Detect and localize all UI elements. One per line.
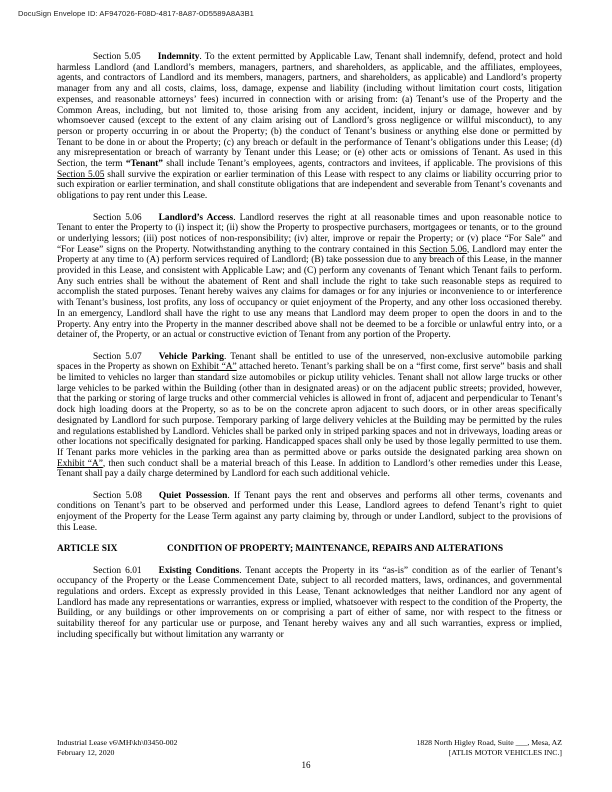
document-body [57,52,562,641]
footer-right [416,738,562,758]
text-run: . Tenant shall be entitled to use of the unreserved, non-exclusive automobile parking spaces in the Property as shown on [57,351,562,373]
text-run: Existing Conditions [158,565,240,576]
text-run: Quiet Possession [158,490,228,501]
text-run: Vehicle Parking [158,351,224,362]
article-six-heading-label: ARTICLE SIX [57,544,118,555]
footer-document-date: February 12, 2020 [57,748,115,757]
text-run: Exhibit “A” [57,458,103,469]
text-run: Section 5.07 [93,351,142,362]
text-run: Section 5.05 [57,169,105,180]
docusign-envelope-id: DocuSign Envelope ID: AF947026-F08D-4817-8A87-0D5589A8A3B1 [18,9,254,18]
section-5-05-paragraph [57,52,562,202]
text-run: Section 6.01 [93,565,142,576]
footer-property-address: 1828 North Higley Road, Suite ___, Mesa, AZ [416,738,562,747]
text-run: . Landlord reserves the right at all reasonable times and upon reasonable notice to Tenant to enter the Property to (i) inspect it; (ii) show the Property to prospective purchasers, mortgagees or tenants, or to the ground or underlying lessors; (iii) post notices of non-responsibility; (iv) alter, improve or repair the Property; or (v) place “For Sale” and “For Lease” signs on the Property. Notwithstanding anything to the contrary contained in this [57,212,562,255]
text-run: shall survive the expiration or earlier termination of this Lease with respect to any claims or liability occurring prior to such expiration or earlier termination, and shall constitute obligations that are independent and severable from Tenant’s covenants and obligations to pay rent under this Lease. [57,169,562,202]
text-run: . Tenant accepts the Property in its “as-is” condition as of the earlier of Tenant’s occupancy of the Property or the Lease Commencement Date, subject to all recorded matters, laws, ordinances, and governmental regulations and orders. Except as expressly provided in this Lease, Tenant acknowledges that neither Landlord nor any agent of Landlord has made any representations or warranties, express or implied, whatsoever with respect to the condition of the Property, the Building, or any buildings or other improvements on or comprising a part of either of same, nor with respect to the fitness or suitability thereof for any particular use or purpose, and Tenant hereby waives any and all such warranties, express or implied, including specifically but without limitation any warranty or [57,565,563,640]
footer-document-reference: Industrial Lease v6\MH\kh\03450-002 [57,738,178,747]
text-run: shall include Tenant’s employees, agents, contractors and invitees, if applicable. The provisions of this [163,159,562,170]
footer-left [57,738,177,758]
section-5-07-paragraph [57,352,562,480]
text-run: . If Tenant pays the rent and observes and performs all other terms, covenants and conditions on Tenant’s part to be observed and performed under this Lease, Landlord agrees to defend Tenant’s right to quiet enjoyment of the Property for the Lease Term against any party claiming by, through or under Landlord, subject to the provisions of this Lease. [57,490,562,533]
text-run: , Landlord may enter the Property at any time to (A) perform services required of Landlord; (B) take possession due to any breach of this Lease, in the manner provided in this Lease, and consistent with Applicable Law; and (C) perform any covenants of Tenant which Tenant fails to perform. Any such entries shall be without the abatement of Rent and shall include the right to take such reasonable steps as required to accomplish the stated purposes. Tenant hereby waives any claims for damages or for any injuries or inconvenience to or interference with Tenant’s business, lost profits, any loss of occupancy or quiet enjoyment of the Property, and any other loss occasioned thereby. In an emergency, Landlord shall have the right to use any means that Landlord may deem proper to open the doors in and to the Property. Any entry into the Property in the manner described above shall not be deemed to be a forcible or unlawful entry into, or a detainer of, the Property, or an actual or constructive eviction of Tenant from any portion of the Property. [57,244,562,341]
section-6-01-paragraph [57,566,562,641]
text-run: Exhibit “A” [191,362,237,373]
text-run: attached hereto. Tenant’s parking shall be on a “first come, first serve” basis and shall be limited to vehicles no larger than standard size automobiles or pickup utility vehicles. Tenant shall not allow large trucks or other large vehicles to be parked within the Building (other than in designated areas) or on the adjacent public streets; provided, however, that the parking or storing of large trucks and other commercial vehicles is allowed in front of, adjacent and perpendicular to Tenant’s dock high loading doors at the Property, so as to be on the concrete apron adjacent to such doors, or in other areas specifically designated by Landlord for such purpose. Temporary parking of large delivery vehicles at the Building may be permitted by the rules and regulations established by Landlord. Vehicles shall be parked only in striped parking spaces and not in driveways, loading areas or other locations not specifically designated for parking. Handicapped spaces shall only be used by those legally permitted to use them. If Tenant parks more vehicles in the parking area than as permitted above or parks outside the designated parking area shown on [57,362,563,458]
footer-tenant-name: [ATLIS MOTOR VEHICLES INC.] [448,748,562,757]
text-run: “Tenant” [125,159,163,170]
article-six-heading-title: CONDITION OF PROPERTY; MAINTENANCE, REPAIRS AND ALTERATIONS [167,544,504,555]
text-run: Landlord’s Access [158,212,234,223]
text-run: Section 5.08 [93,490,142,501]
text-run: Section 5.05 [93,52,141,62]
page-number: 16 [301,760,311,770]
article-six-heading [57,544,562,555]
section-5-06-paragraph [57,213,562,341]
section-5-08-paragraph [57,491,562,534]
text-run: Section 5.06 [93,212,142,223]
text-run: , then such conduct shall be a material breach of this Lease. In addition to Landlord’s other remedies under this Lease, Tenant shall pay a daily charge determined by Landlord for each such additional vehicle. [57,458,562,480]
text-run: Indemnity [157,52,200,62]
text-run: . To the extent permitted by Applicable Law, Tenant shall indemnify, defend, protect and hold harmless Landlord (and Landlord’s members, managers, partners, and shareholders, as applicable, and the affiliates, employees, agents, and contractors of Landlord and its members, managers, partners, and shareholders, as applicable) and Landlord’s property manager from any and all costs, claims, loss, damage, expense and liability (including without limitation court costs, litigation expenses, and reasonable attorneys’ fees) incurred in connection with or arising from: (a) Tenant’s use of the Property and the Common Areas, including, but not limited to, those arising from any accident, incident, injury or damage, however and by whomsoever caused (except to the extent of any claim arising out of Landlord’s gross negligence or willful misconduct), to any person or property occurring in or about the Property; (b) the conduct of Tenant’s business or anything else done or permitted by Tenant to be done in or about the Property; (c) any breach or default in the performance of Tenant’s obligations under this Lease; (d) any misrepresentation or breach of warranty by Tenant under this Lease; or (e) other acts or omissions of Tenant. As used in this Section, the term [57,52,563,170]
text-run: Section 5.06 [419,244,467,255]
